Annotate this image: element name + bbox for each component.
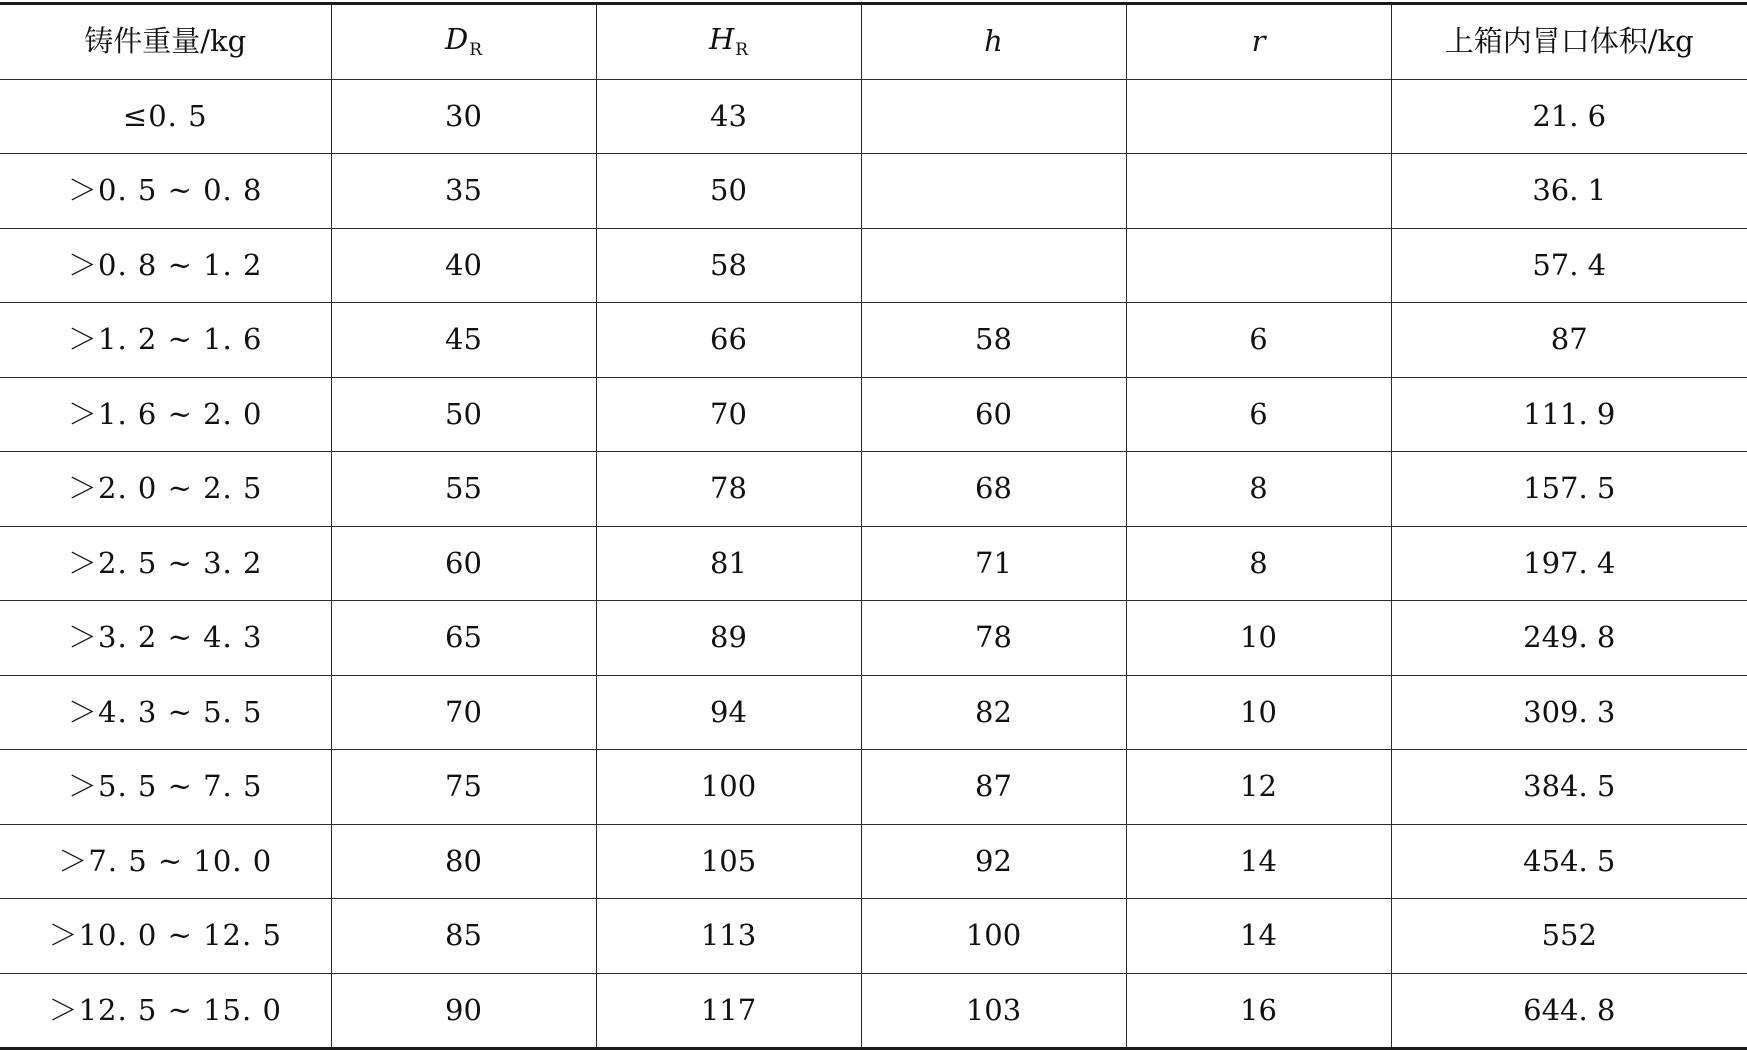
- riser-height-cell-value: 66: [710, 322, 747, 357]
- table-row: [0, 750, 1747, 825]
- riser-height-cell: [596, 899, 861, 974]
- table-row: [0, 303, 1747, 378]
- h-cell: [861, 973, 1126, 1049]
- r-cell: [1126, 228, 1391, 303]
- riser-height-cell-value: 50: [710, 173, 747, 208]
- riser-volume-cell: [1391, 79, 1747, 154]
- riser-volume-cell-value: 644. 8: [1523, 992, 1616, 1027]
- riser-volume-cell: [1391, 452, 1747, 527]
- table-row: [0, 899, 1747, 974]
- r-cell-value: 10: [1240, 694, 1277, 729]
- table-row: [0, 452, 1747, 527]
- riser-height-cell-value: 78: [710, 471, 747, 506]
- casting-weight-cell: [0, 228, 331, 303]
- casting-weight-cell: [0, 154, 331, 229]
- r-cell-value: 14: [1240, 843, 1277, 878]
- riser-volume-cell-value: 552: [1541, 918, 1597, 953]
- riser-volume-cell-value: 87: [1550, 322, 1588, 357]
- casting-weight-cell: [0, 377, 331, 452]
- riser-diameter-cell-value: 35: [445, 173, 482, 208]
- header-row: [0, 4, 1747, 80]
- h-cell-value: 82: [975, 694, 1012, 729]
- r-cell: [1126, 452, 1391, 527]
- h-cell: [861, 303, 1126, 378]
- riser-volume-cell-value: 454. 5: [1523, 843, 1616, 878]
- h-cell: [861, 750, 1126, 825]
- r-cell-value: 8: [1249, 471, 1268, 506]
- r-cell: [1126, 303, 1391, 378]
- casting-weight-cell-value: ＞2. 5 ~ 3. 2: [68, 545, 263, 580]
- casting-weight-cell: [0, 824, 331, 899]
- riser-volume-cell-value: 309. 3: [1523, 694, 1616, 729]
- casting-weight-cell: [0, 973, 331, 1049]
- riser-diameter-cell: [331, 675, 596, 750]
- table-row: [0, 675, 1747, 750]
- riser-height-cell-value: 70: [710, 396, 747, 431]
- r-cell-value: 6: [1249, 396, 1268, 431]
- riser-diameter-cell-value: 80: [445, 843, 482, 878]
- casting-weight-cell-value: ＞7. 5 ~ 10. 0: [58, 843, 273, 878]
- h-cell: [861, 526, 1126, 601]
- r-cell-value: 16: [1240, 992, 1277, 1027]
- h-cell: [861, 154, 1126, 229]
- casting-weight-cell-value: ＞3. 2 ~ 4. 3: [68, 620, 263, 655]
- riser-volume-cell: [1391, 675, 1747, 750]
- casting-weight-cell-value: ≤0. 5: [122, 98, 208, 133]
- header-casting-weight-label: 铸件重量/kg: [84, 24, 247, 59]
- riser-volume-cell: [1391, 973, 1747, 1049]
- header-riser-diameter-subscript: R: [469, 39, 483, 60]
- riser-volume-cell: [1391, 824, 1747, 899]
- riser-diameter-cell: [331, 303, 596, 378]
- riser-height-cell-value: 43: [710, 98, 747, 133]
- riser-volume-cell: [1391, 377, 1747, 452]
- riser-diameter-cell: [331, 750, 596, 825]
- riser-height-cell: [596, 750, 861, 825]
- casting-weight-cell: [0, 899, 331, 974]
- header-riser-volume-label: 上箱内冒口体积/kg: [1444, 24, 1694, 59]
- casting-weight-cell-value: ＞0. 8 ~ 1. 2: [68, 247, 263, 282]
- riser-diameter-cell-value: 60: [445, 545, 482, 580]
- r-cell: [1126, 526, 1391, 601]
- riser-diameter-cell-value: 45: [445, 322, 482, 357]
- casting-weight-cell-value: ＞1. 6 ~ 2. 0: [68, 396, 263, 431]
- r-cell: [1126, 79, 1391, 154]
- r-cell: [1126, 377, 1391, 452]
- table-body: [0, 79, 1747, 1049]
- r-cell-value: 12: [1240, 769, 1277, 804]
- riser-diameter-cell-value: 75: [445, 769, 482, 804]
- h-cell: [861, 79, 1126, 154]
- riser-volume-cell: [1391, 899, 1747, 974]
- riser-height-cell-value: 94: [710, 694, 747, 729]
- riser-volume-cell: [1391, 154, 1747, 229]
- h-cell-value: 100: [965, 918, 1022, 953]
- riser-diameter-cell-value: 90: [445, 992, 482, 1027]
- r-cell: [1126, 973, 1391, 1049]
- table-row: [0, 526, 1747, 601]
- riser-diameter-cell: [331, 154, 596, 229]
- riser-volume-cell-value: 249. 8: [1523, 620, 1616, 655]
- r-cell: [1126, 824, 1391, 899]
- riser-diameter-cell-value: 55: [445, 471, 482, 506]
- riser-height-cell: [596, 973, 861, 1049]
- casting-weight-cell: [0, 601, 331, 676]
- table-row: [0, 154, 1747, 229]
- h-cell: [861, 824, 1126, 899]
- r-cell: [1126, 601, 1391, 676]
- header-h-symbol: h: [984, 24, 1003, 59]
- riser-height-cell-value: 105: [700, 843, 757, 878]
- riser-height-cell: [596, 601, 861, 676]
- riser-diameter-cell-value: 65: [445, 620, 482, 655]
- r-cell: [1126, 899, 1391, 974]
- riser-diameter-cell: [331, 601, 596, 676]
- table-row: [0, 79, 1747, 154]
- r-cell-value: 14: [1240, 918, 1277, 953]
- casting-weight-cell-value: ＞4. 3 ~ 5. 5: [68, 694, 263, 729]
- riser-height-cell: [596, 824, 861, 899]
- casting-weight-cell: [0, 303, 331, 378]
- h-cell-value: 103: [965, 992, 1022, 1027]
- riser-diameter-cell: [331, 228, 596, 303]
- h-cell: [861, 899, 1126, 974]
- casting-weight-cell-value: ＞2. 0 ~ 2. 5: [68, 471, 263, 506]
- riser-height-cell-value: 81: [710, 545, 747, 580]
- h-cell-value: 78: [975, 620, 1012, 655]
- riser-volume-cell-value: 157. 5: [1523, 471, 1616, 506]
- casting-weight-cell-value: ＞0. 5 ~ 0. 8: [68, 173, 263, 208]
- riser-volume-cell-value: 21. 6: [1532, 98, 1607, 133]
- h-cell: [861, 675, 1126, 750]
- h-cell-value: 71: [975, 545, 1012, 580]
- riser-diameter-cell-value: 40: [445, 247, 482, 282]
- h-cell: [861, 377, 1126, 452]
- r-cell: [1126, 154, 1391, 229]
- r-cell: [1126, 750, 1391, 825]
- riser-volume-cell: [1391, 228, 1747, 303]
- riser-height-cell-value: 117: [700, 992, 757, 1027]
- riser-height-cell-value: 58: [710, 247, 747, 282]
- h-cell: [861, 601, 1126, 676]
- casting-weight-cell-value: ＞12. 5 ~ 15. 0: [48, 992, 282, 1027]
- riser-diameter-cell-value: 70: [445, 694, 482, 729]
- riser-diameter-cell: [331, 452, 596, 527]
- riser-diameter-cell: [331, 899, 596, 974]
- header-r: [1126, 4, 1391, 80]
- casting-weight-cell: [0, 452, 331, 527]
- riser-height-cell: [596, 377, 861, 452]
- riser-diameter-cell: [331, 377, 596, 452]
- h-cell: [861, 452, 1126, 527]
- riser-height-cell: [596, 526, 861, 601]
- casting-weight-cell-value: ＞10. 0 ~ 12. 5: [48, 918, 282, 953]
- r-cell-value: 8: [1249, 545, 1268, 580]
- header-casting-weight: [0, 4, 331, 80]
- casting-weight-cell: [0, 79, 331, 154]
- header-riser-height-subscript: R: [735, 39, 749, 60]
- h-cell: [861, 228, 1126, 303]
- header-h: [861, 4, 1126, 80]
- table-header: [0, 4, 1747, 80]
- header-riser-height: [596, 4, 861, 80]
- riser-diameter-cell-value: 50: [445, 396, 482, 431]
- r-cell-value: 6: [1249, 322, 1268, 357]
- header-riser-diameter-symbol: D: [444, 21, 469, 56]
- h-cell-value: 58: [975, 322, 1012, 357]
- riser-height-cell: [596, 675, 861, 750]
- h-cell-value: 60: [975, 396, 1012, 431]
- r-cell-value: 10: [1240, 620, 1277, 655]
- riser-diameter-cell: [331, 526, 596, 601]
- riser-volume-cell: [1391, 750, 1747, 825]
- table-row: [0, 973, 1747, 1049]
- riser-diameter-cell-value: 30: [445, 98, 482, 133]
- riser-height-cell-value: 89: [710, 620, 747, 655]
- riser-diameter-cell: [331, 973, 596, 1049]
- riser-height-cell: [596, 79, 861, 154]
- header-riser-diameter: [331, 4, 596, 80]
- riser-height-cell-value: 100: [700, 769, 757, 804]
- riser-height-cell: [596, 303, 861, 378]
- h-cell-value: 92: [975, 843, 1012, 878]
- riser-volume-cell-value: 111. 9: [1523, 396, 1616, 431]
- riser-volume-cell: [1391, 526, 1747, 601]
- table-row: [0, 824, 1747, 899]
- riser-dimension-table: [0, 2, 1747, 1050]
- header-r-symbol: r: [1251, 24, 1266, 59]
- riser-diameter-cell-value: 85: [445, 918, 482, 953]
- casting-weight-cell-value: ＞1. 2 ~ 1. 6: [68, 322, 263, 357]
- casting-weight-cell-value: ＞5. 5 ~ 7. 5: [68, 769, 263, 804]
- header-riser-height-symbol: H: [708, 21, 735, 56]
- riser-height-cell: [596, 452, 861, 527]
- riser-volume-cell-value: 57. 4: [1532, 247, 1607, 282]
- table-row: [0, 228, 1747, 303]
- riser-diameter-cell: [331, 824, 596, 899]
- table-row: [0, 377, 1747, 452]
- casting-weight-cell: [0, 675, 331, 750]
- riser-volume-cell-value: 36. 1: [1532, 173, 1607, 208]
- riser-volume-cell: [1391, 601, 1747, 676]
- casting-weight-cell: [0, 526, 331, 601]
- riser-diameter-cell: [331, 79, 596, 154]
- riser-height-cell-value: 113: [700, 918, 757, 953]
- riser-volume-cell-value: 197. 4: [1523, 545, 1616, 580]
- riser-height-cell: [596, 154, 861, 229]
- casting-weight-cell: [0, 750, 331, 825]
- r-cell: [1126, 675, 1391, 750]
- header-riser-volume: [1391, 4, 1747, 80]
- h-cell-value: 68: [975, 471, 1012, 506]
- h-cell-value: 87: [975, 769, 1012, 804]
- riser-volume-cell: [1391, 303, 1747, 378]
- riser-height-cell: [596, 228, 861, 303]
- riser-volume-cell-value: 384. 5: [1523, 769, 1616, 804]
- table-row: [0, 601, 1747, 676]
